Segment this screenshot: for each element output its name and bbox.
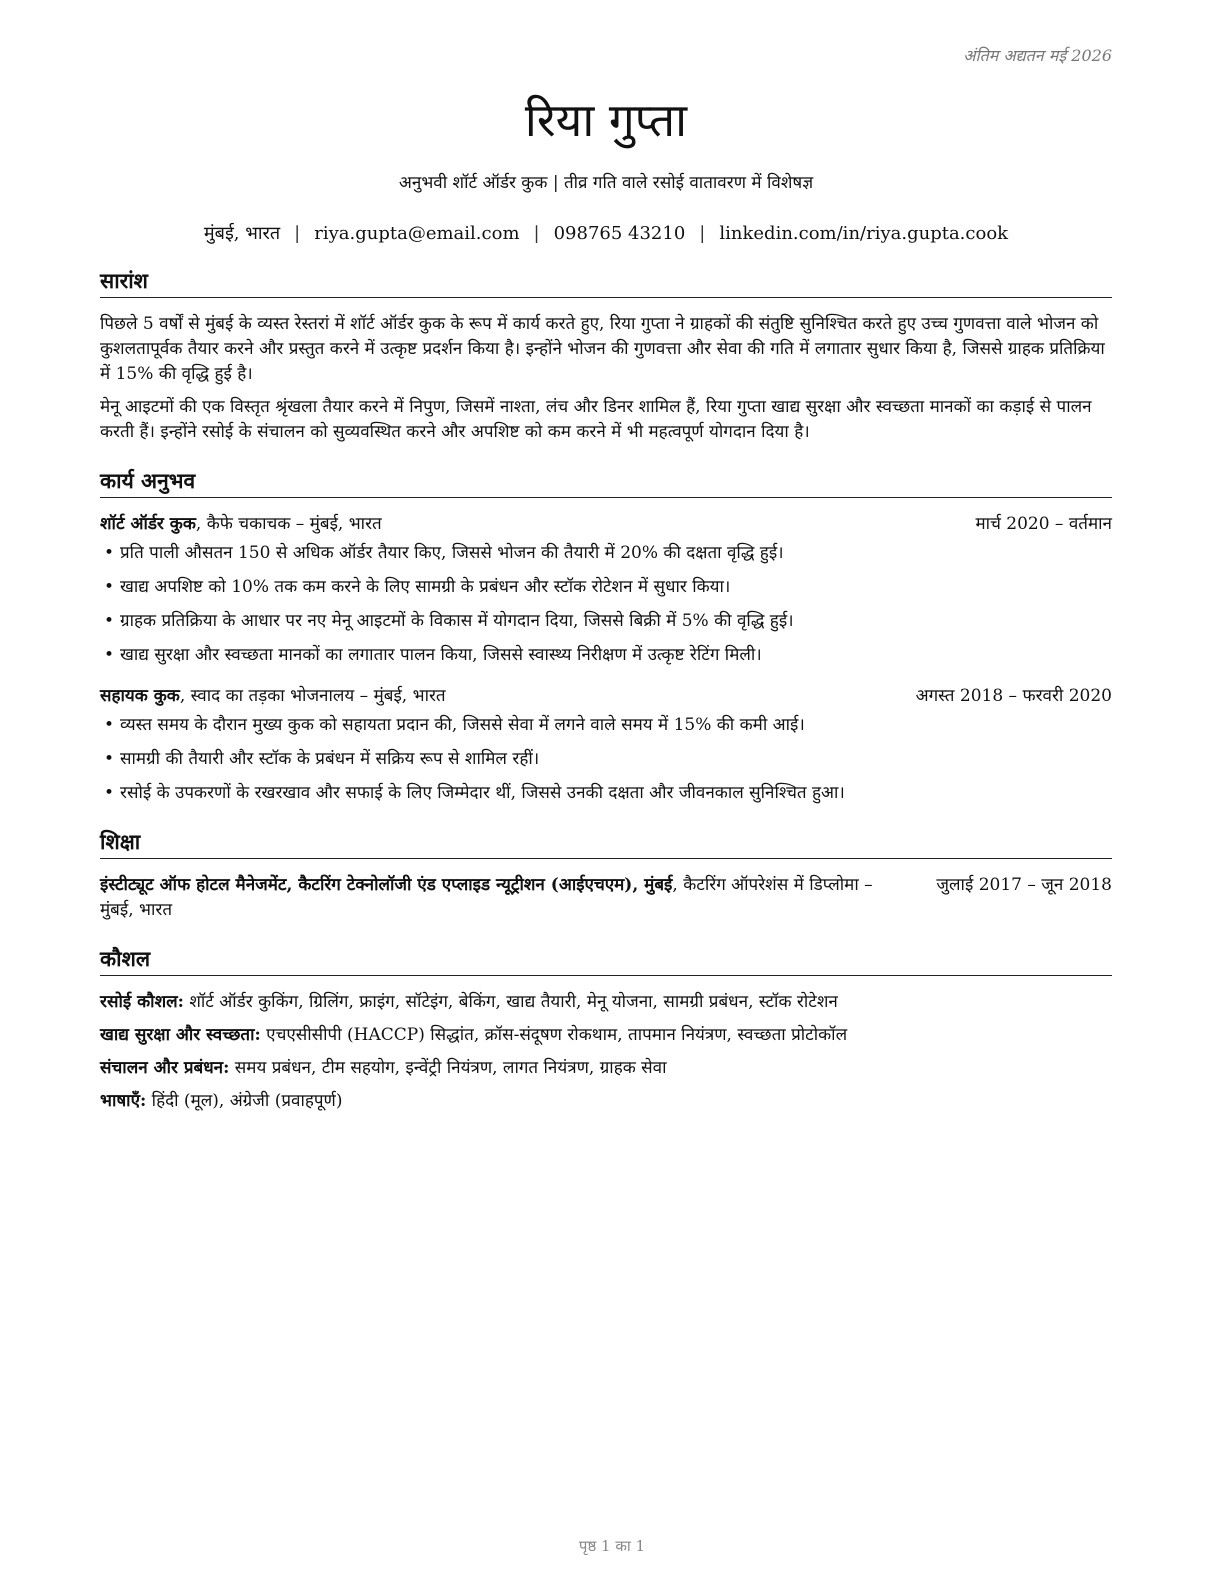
- job-place: , कैफे चकाचक – मुंबई, भारत: [195, 514, 382, 534]
- skill-value: एचएसीसीपी (HACCP) सिद्धांत, क्रॉस-संदूषण रोकथाम, तापमान नियंत्रण, स्वच्छता प्रोटोकॉल: [260, 1025, 848, 1045]
- bullet-item: • ग्राहक प्रतिक्रिया के आधार पर नए मेनू आइटमों के विकास में योगदान दिया, जिससे बिक्री में 5% की वृद्धि हुई।: [100, 609, 1112, 634]
- bullet-item: • खाद्य सुरक्षा और स्वच्छता मानकों का लगातार पालन किया, जिससे स्वास्थ्य निरीक्षण में उत्कृष्ट रेटिंग मिली।: [100, 643, 1112, 668]
- skill-value: हिंदी (मूल), अंग्रेजी (प्रवाहपूर्ण): [146, 1091, 343, 1111]
- job-title: शॉर्ट ऑर्डर कुक: [100, 514, 196, 534]
- bullet-item: • रसोई के उपकरणों के रखरखाव और सफाई के लिए जिम्मेदार थीं, जिससे उनकी दक्षता और जीवनकाल सुनिश्चित हुआ।: [100, 781, 1112, 806]
- experience-heading: कार्य अनुभव: [100, 467, 1112, 498]
- education-detail: , कैटरिंग ऑपरेशंस में डिप्लोमा – मुंबई, भारत: [100, 875, 873, 920]
- skill-line: [100, 1089, 1112, 1114]
- job-header: [100, 512, 1112, 537]
- job-place: , स्वाद का तड़का भोजनालय – मुंबई, भारत: [179, 686, 446, 706]
- skill-line: [100, 1023, 1112, 1048]
- summary-paragraph: मेनू आइटमों की एक विस्तृत श्रृंखला तैयार करने में निपुण, जिसमें नाश्ता, लंच और डिनर शामिल हैं, रिया गुप्ता खाद्य सुरक्षा और स्वच्छता मानकों का कड़ाई से पालन करती हैं। इन्होंने रसोई के संचालन को सुव्यवस्थित करने और अपशिष्ट को कम करने में भी महत्वपूर्ण योगदान दिया है।: [100, 397, 1092, 442]
- skill-line: [100, 1056, 1112, 1081]
- job-header: [100, 684, 1112, 709]
- job-bullets: [100, 713, 1112, 806]
- candidate-name: रिया गुप्ता: [524, 93, 688, 147]
- skill-label: भाषाएँ:: [100, 1091, 147, 1111]
- bullet-item: • प्रति पाली औसतन 150 से अधिक ऑर्डर तैयार किए, जिससे भोजन की तैयारी में 20% की दक्षता वृद्धि हुई।: [100, 541, 1112, 566]
- contact-phone: 098765 43210: [553, 223, 686, 244]
- job-dates: मार्च 2020 – वर्तमान: [975, 514, 1112, 534]
- resume-page: [100, 40, 1112, 1122]
- bullet-item: • खाद्य अपशिष्ट को 10% तक कम करने के लिए सामग्री के प्रबंधन और स्टॉक रोटेशन में सुधार किया।: [100, 575, 1112, 600]
- summary-heading: सारांश: [100, 267, 1112, 298]
- job-entry: [100, 512, 1112, 668]
- summary-paragraph: पिछले 5 वर्षों से मुंबई के व्यस्त रेस्तरां में शॉर्ट ऑर्डर कुक के रूप में कार्य करते हुए, रिया गुप्ता ने ग्राहकों की संतुष्टि सुनिश्चित करते हुए उच्च गुणवत्ता वाले भोजन को कुशलतापूर्वक तैयार करने और प्रस्तुत करने में उत्कृष्ट प्रदर्शन किया है। इन्होंने भोजन की गुणवत्ता और सेवा की गति में लगातार सुधार किया है, जिससे ग्राहक प्रतिक्रिया में 15% की वृद्धि हुई है।: [100, 314, 1105, 384]
- bullet-item: • व्यस्त समय के दौरान मुख्य कुक को सहायता प्रदान की, जिससे सेवा में लगने वाले समय में 15% की कमी आई।: [100, 713, 1112, 738]
- education-dates: जुलाई 2017 – जून 2018: [936, 875, 1112, 895]
- skill-label: रसोई कौशल:: [100, 992, 184, 1012]
- skills-heading: कौशल: [100, 945, 1112, 976]
- separator: |: [533, 223, 540, 244]
- job-entry: [100, 684, 1112, 806]
- education-institution: इंस्टीट्यूट ऑफ होटल मैनेजमेंट, कैटरिंग टेक्नोलॉजी एंड एप्लाइड न्यूट्रीशन (आईएचएम), मुंबई: [100, 875, 673, 895]
- separator: |: [699, 223, 706, 244]
- page-number: पृष्ठ 1 का 1: [578, 1537, 646, 1555]
- job-title: सहायक कुक: [100, 686, 180, 706]
- bullet-item: • सामग्री की तैयारी और स्टॉक के प्रबंधन में सक्रिय रूप से शामिल रहीं।: [100, 747, 1112, 772]
- last-updated: अंतिम अद्यतन मई 2026: [963, 46, 1112, 65]
- separator: |: [294, 223, 301, 244]
- education-heading: शिक्षा: [100, 828, 1112, 859]
- education-entry: [100, 873, 1112, 923]
- contact-email[interactable]: riya.gupta@email.com: [314, 223, 520, 244]
- job-bullets: [100, 541, 1112, 668]
- skill-value: शॉर्ट ऑर्डर कुकिंग, ग्रिलिंग, फ्राइंग, सॉटेइंग, बेकिंग, खाद्य तैयारी, मेनू योजना, सामग्री प्रबंधन, स्टॉक रोटेशन: [183, 992, 838, 1012]
- contact-location: मुंबई, भारत: [203, 223, 281, 244]
- job-dates: अगस्त 2018 – फरवरी 2020: [915, 686, 1112, 706]
- skill-label: संचालन और प्रबंधन:: [100, 1058, 230, 1078]
- tagline: अनुभवी शॉर्ट ऑर्डर कुक | तीव्र गति वाले रसोई वातावरण में विशेषज्ञ: [398, 173, 814, 193]
- skill-line: [100, 990, 1112, 1015]
- contact-linkedin[interactable]: linkedin.com/in/riya.gupta.cook: [719, 223, 1009, 244]
- skill-value: समय प्रबंधन, टीम सहयोग, इन्वेंट्री नियंत्रण, लागत नियंत्रण, ग्राहक सेवा: [229, 1058, 667, 1078]
- contact-line: [100, 221, 1112, 245]
- skill-label: खाद्य सुरक्षा और स्वच्छता:: [100, 1025, 261, 1045]
